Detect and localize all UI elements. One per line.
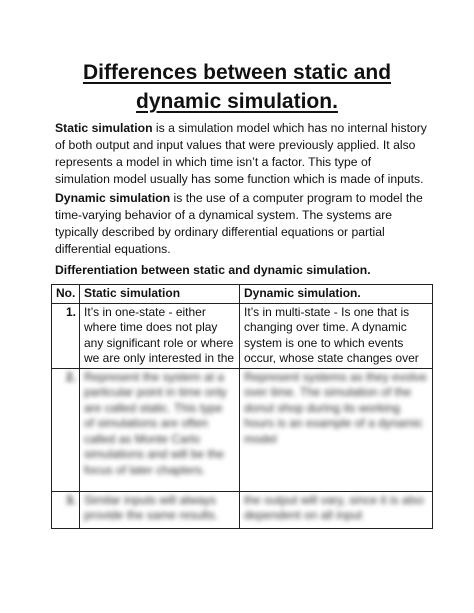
row-number: 2. bbox=[52, 368, 80, 491]
dynamic-definition-paragraph bbox=[55, 190, 427, 258]
static-term: Static simulation bbox=[55, 121, 153, 135]
comparison-table bbox=[51, 284, 433, 529]
table-heading: Differentiation between static and dynamic simulation. bbox=[55, 263, 371, 277]
table-row bbox=[52, 491, 433, 528]
static-definition-paragraph bbox=[55, 120, 427, 188]
dynamic-definition-text: is the use of a computer program to model the time-varying behavior of a dynamical system. The systems are typically described by ordinary differential equations or partial differential equations. bbox=[55, 191, 423, 256]
static-definition-text: is a simulation model which has no internal history of both output and input values that were previously applied. It also represents a model in which time isn’t a factor. This type of simulation model usually has some function which is made of inputs. bbox=[55, 121, 427, 186]
row-number: 1. bbox=[52, 303, 80, 368]
dynamic-cell-text: Represent systems as they evolve over time. The simulation of the donut shop during its working hours is an example of a dynamic model bbox=[240, 368, 433, 491]
dynamic-cell-text: the output will vary, since it is also dependent on all input bbox=[240, 491, 433, 528]
page-title: Differences between static and dynamic simulation. bbox=[82, 61, 392, 113]
header-no: No. bbox=[52, 285, 80, 304]
dynamic-term: Dynamic simulation bbox=[55, 191, 171, 205]
header-static: Static simulation bbox=[80, 285, 240, 304]
dynamic-cell-text: It’s in multi-state - Is one that is changing over time. A dynamic system is one to which events occur, whose state changes over bbox=[244, 304, 419, 365]
table-row bbox=[52, 368, 433, 491]
static-cell-text: Represent the system at a particular point in time only are called static. This type of simulations are often called as Monte Carlo simulations and will be the focus of later chapters. bbox=[80, 368, 240, 491]
static-cell-text: It’s in one-state - either where time does not play any significant role or where we are only interested in the bbox=[84, 304, 235, 365]
dynamic-cell bbox=[240, 303, 433, 368]
static-cell bbox=[80, 303, 240, 368]
table-row bbox=[52, 303, 433, 368]
header-dynamic: Dynamic simulation. bbox=[240, 285, 433, 304]
row-number: 3. bbox=[52, 491, 80, 528]
static-cell-text: Similar inputs will always provide the same results. bbox=[80, 491, 240, 528]
table-header-row bbox=[52, 285, 433, 304]
